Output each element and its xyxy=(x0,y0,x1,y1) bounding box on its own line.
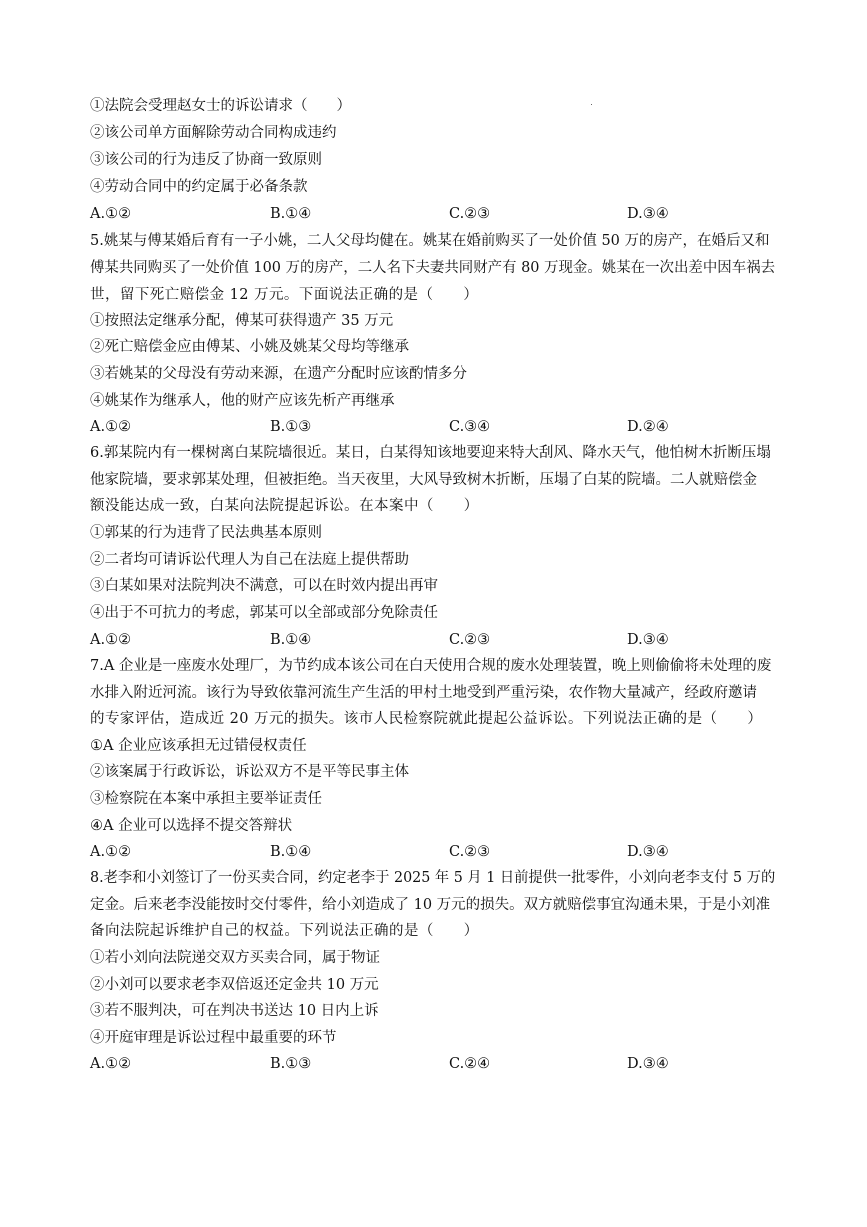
q5-stem-line-2: 傅某共同购买了一处价值 100 万的房产，二人名下夫妻共同财产有 80 万现金。姚某在一次出差中因车祸去 xyxy=(90,260,776,276)
scan-speck xyxy=(591,104,592,105)
q8-stem-line-2: 定金。后来老李没能按时交付零件，给小刘造成了 10 万元的损失。双方就赔偿事宜沟通未果，于是小刘准 xyxy=(90,897,771,913)
q6-option-d: D.③④ xyxy=(627,632,669,648)
q6-statement-2: ②二者均可请诉讼代理人为自己在法庭上提供帮助 xyxy=(90,552,409,568)
q8-statement-3: ③若不服判决，可在判决书送达 10 日内上诉 xyxy=(90,1003,379,1019)
q4-statement-1: ①法院会受理赵女士的诉讼请求（ ） xyxy=(90,98,351,114)
q6-stem-line-1: 6.郭某院内有一棵树离白某院墙很近。某日，白某得知该地要迎来特大刮风、降水天气，他怕树木折断压塌 xyxy=(90,445,771,461)
q7-stem-line-1: 7.A 企业是一座废水处理厂，为节约成本该公司在白天使用合规的废水处理装置，晚上则偷偷将未处理的废 xyxy=(90,658,772,674)
q7-statement-1: ①A 企业应该承担无过错侵权责任 xyxy=(90,738,307,754)
q5-statement-2: ②死亡赔偿金应由傅某、小姚及姚某父母均等继承 xyxy=(90,339,409,355)
q5-option-b: B.①③ xyxy=(270,419,312,435)
q8-statement-1: ①若小刘向法院递交双方买卖合同，属于物证 xyxy=(90,950,380,966)
q5-statement-4: ④姚某作为继承人，他的财产应该先析产再继承 xyxy=(90,393,395,409)
q4-statement-2: ②该公司单方面解除劳动合同构成违约 xyxy=(90,125,337,141)
q8-option-a: A.①② xyxy=(90,1056,132,1072)
q5-option-c: C.③④ xyxy=(449,419,491,435)
q6-stem-line-3: 额没能达成一致，白某向法院提起诉讼。在本案中（ ） xyxy=(90,498,479,514)
q8-option-d: D.③④ xyxy=(627,1056,669,1072)
q7-option-c: C.②③ xyxy=(449,844,491,860)
q8-statement-2: ②小刘可以要求老李双倍返还定金共 10 万元 xyxy=(90,977,379,993)
q8-option-b: B.①③ xyxy=(270,1056,312,1072)
q5-stem-line-1: 5.姚某与傅某婚后育有一子小姚，二人父母均健在。姚某在婚前购买了一处价值 50 万的房产，在婚后又和 xyxy=(90,233,770,249)
q5-statement-3: ③若姚某的父母没有劳动来源，在遗产分配时应该酌情多分 xyxy=(90,366,467,382)
q6-option-c: C.②③ xyxy=(449,632,491,648)
q7-option-a: A.①② xyxy=(90,844,132,860)
q4-statement-4: ④劳动合同中的约定属于必备条款 xyxy=(90,179,308,195)
q6-stem-line-2: 他家院墙，要求郭某处理，但被拒绝。当天夜里，大风导致树木折断，压塌了白某的院墙。二人就赔偿金 xyxy=(90,472,757,488)
q8-option-c: C.②④ xyxy=(449,1056,491,1072)
q5-option-d: D.②④ xyxy=(627,419,669,435)
q7-option-b: B.①④ xyxy=(270,844,312,860)
q5-stem-line-3: 世，留下死亡赔偿金 12 万元。下面说法正确的是（ ） xyxy=(90,287,479,303)
q5-option-a: A.①② xyxy=(90,419,132,435)
q6-statement-3: ③白某如果对法院判决不满意，可以在时效内提出再审 xyxy=(90,578,438,594)
q6-option-a: A.①② xyxy=(90,632,132,648)
q4-statement-3: ③该公司的行为违反了协商一致原则 xyxy=(90,152,322,168)
q8-statement-4: ④开庭审理是诉讼过程中最重要的环节 xyxy=(90,1030,337,1046)
q6-statement-4: ④出于不可抗力的考虑，郭某可以全部或部分免除责任 xyxy=(90,605,438,621)
q7-statement-4: ④A 企业可以选择不提交答辩状 xyxy=(90,818,293,834)
q6-statement-1: ①郭某的行为违背了民法典基本原则 xyxy=(90,525,322,541)
q8-stem-line-3: 备向法院起诉维护自己的权益。下列说法正确的是（ ） xyxy=(90,923,479,939)
q5-statement-1: ①按照法定继承分配，傅某可获得遗产 35 万元 xyxy=(90,313,394,329)
q4-option-c: C.②③ xyxy=(449,206,491,222)
q4-option-d: D.③④ xyxy=(627,206,669,222)
q4-option-a: A.①② xyxy=(90,206,132,222)
q8-stem-line-1: 8.老李和小刘签订了一份买卖合同，约定老李于 2025 年 5 月 1 日前提供一批零件，小刘向老李支付 5 万的 xyxy=(90,870,776,886)
q7-option-d: D.③④ xyxy=(627,844,669,860)
q7-statement-2: ②该案属于行政诉讼，诉讼双方不是平等民事主体 xyxy=(90,764,409,780)
q4-option-b: B.①④ xyxy=(270,206,312,222)
q7-statement-3: ③检察院在本案中承担主要举证责任 xyxy=(90,791,322,807)
q7-stem-line-2: 水排入附近河流。该行为导致依靠河流生产生活的甲村土地受到严重污染，农作物大量减产，经政府邀请 xyxy=(90,685,757,701)
q6-option-b: B.①④ xyxy=(270,632,312,648)
q7-stem-line-3: 的专家评估，造成近 20 万元的损失。该市人民检察院就此提起公益诉讼。下列说法正确的是（ ） xyxy=(90,711,763,727)
